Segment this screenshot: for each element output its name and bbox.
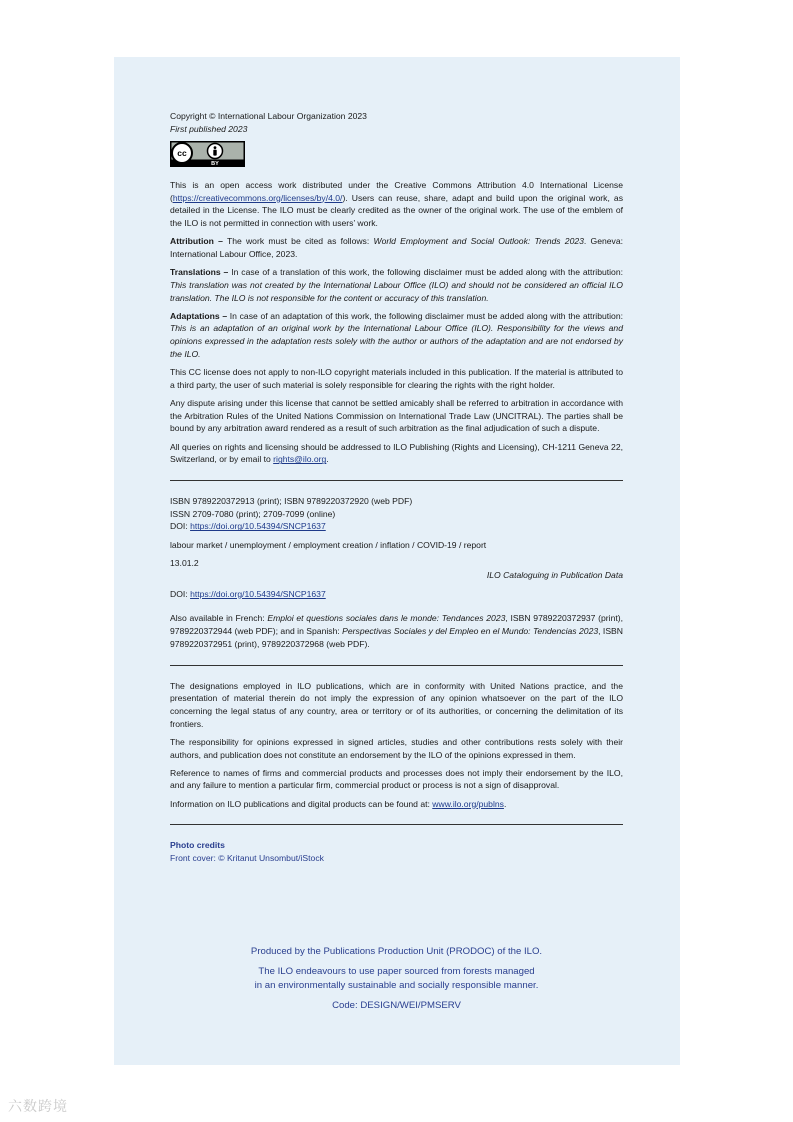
doi-label: DOI: [170, 521, 191, 532]
production-code: Code: DESIGN/WEI/PMSERV [332, 1000, 461, 1011]
cc-by-label: BY [211, 161, 219, 167]
dispute-paragraph: Any dispute arising under this license that cannot be settled amicably shall be referred to arbitration in accordance with the Arbitration Rules of the United Nations Commission on International Trade Law (UNCITRAL). The parties shall be bound by any arbitration award rendered as a result of such arbitration as the final adjudication of such a dispute. [170, 397, 623, 434]
spanish-title: Perspectivas Sociales y del Empleo en el Mundo: Tendencias 2023 [342, 626, 599, 637]
cc-icon [172, 143, 192, 163]
cataloguing-note: ILO Cataloguing in Publication Data [486, 570, 623, 581]
photo-credits-title: Photo credits [170, 840, 225, 851]
copyright-content [170, 110, 623, 865]
svg-text:cc: cc [177, 147, 187, 158]
license-link[interactable]: https://creativecommons.org/licenses/by/4.0/ [172, 192, 343, 203]
queries-tail: . [326, 454, 329, 465]
copyright-line: Copyright © International Labour Organization 2023 [170, 111, 367, 121]
queries-text: All queries on rights and licensing should be addressed to ILO Publishing (Rights and Licensing), CH-1211 Geneva 22, Switzerland, or by email to [170, 441, 623, 465]
person-icon [208, 143, 223, 158]
license-text-2: ). Users can reuse, share, adapt and build upon the original work, as detailed in the License. The ILO must be clearly credited as the owner of the original work. The use of the emblem of the ILO is not permitted in connection with users’ work. [170, 192, 623, 229]
issn-line: ISSN 2709-7080 (print); 2709-7099 (online) [170, 508, 336, 519]
third-party-paragraph: This CC license does not apply to non-ILO copyright materials included in this publication. If the material is attributed to a third party, the user of such material is solely responsible for clearing the rights with the right holder. [170, 367, 623, 390]
divider-2 [170, 665, 623, 666]
french-title: Emploi et questions sociales dans le monde: Tendances 2023 [267, 613, 506, 624]
doi-link-2[interactable]: https://doi.org/10.54394/SNCP1637 [190, 588, 326, 599]
reference-paragraph: Reference to names of firms and commercial products and processes does not imply their endorsement by the ILO, and any failure to mention a particular firm, commercial product or process is not a sign of disapproval. [170, 767, 623, 791]
info-tail: . [503, 798, 507, 809]
paper-note [170, 965, 623, 993]
divider [170, 480, 623, 481]
catalogue-code: 13.01.2 [170, 557, 199, 568]
attribution-label: Attribution – [170, 236, 223, 247]
photo-credits-line: Front cover: © Kritanut Unsombut/iStock [170, 853, 324, 864]
license-text: This is an open access work distributed under the Creative Commons Attribution 4.0 International License ( [170, 179, 623, 203]
doi-line [170, 520, 623, 533]
also-available-text-2: , ISBN 9789220372937 (print), 9789220372944 (web PDF); and in Spanish: [170, 613, 623, 637]
keywords-line: labour market / unemployment / employment creation / inflation / COVID-19 / report [170, 539, 487, 550]
adaptations-disclaimer: This is an adaptation of an original work by the International Labour Office (ILO). Responsibility for the views and opinions expressed in the adaptation rests solely with the author or authors of the adaptation and are not endorsed by the ILO. [170, 323, 623, 359]
also-available-text-3: , ISBN 9789220372951 (print), 9789220372968 (web PDF). [170, 626, 623, 649]
watermark: 六数跨境 [8, 1098, 68, 1114]
attribution-tail: . Geneva: International Labour Office, 2023. [170, 236, 624, 259]
queries-paragraph [170, 441, 623, 466]
also-available-paragraph [170, 612, 623, 650]
rights-email-link[interactable]: rights@ilo.org [273, 454, 327, 465]
translations-paragraph [170, 266, 623, 304]
photo-credits [170, 839, 623, 864]
cc-by-badge [170, 141, 245, 167]
first-published-text: First published 2023 [170, 123, 248, 134]
attribution-title: World Employment and Social Outlook: Trends 2023 [373, 236, 584, 247]
paper-note-line-2: in an environmentally sustainable and socially responsible manner. [254, 980, 539, 991]
ilo-publns-link[interactable]: www.ilo.org/publns [432, 798, 504, 809]
production-note [170, 945, 623, 1019]
translations-text: In case of a translation of this work, the following disclaimer must be added along with the attribution: [228, 267, 623, 278]
designations-paragraph: The designations employed in ILO publications, which are in conformity with United Nations practice, and the presentation of material therein do not imply the expression of any opinion whatsoever on the part of the ILO concerning the legal status of any country, area or territory or of its authorities, or concerning the delimitation of its frontiers. [170, 680, 623, 729]
translations-disclaimer: This translation was not created by the International Labour Office (ILO) and should not be considered an official ILO translation. The ILO is not responsible for the content or accuracy of this translation. [170, 279, 623, 303]
adaptations-text: In case of an adaptation of this work, the following disclaimer must be added along with the attribution: [227, 310, 623, 321]
info-paragraph [170, 798, 623, 811]
isbn-line: ISBN 9789220372913 (print); ISBN 9789220372920 (web PDF) [170, 495, 413, 506]
doi-link[interactable]: https://doi.org/10.54394/SNCP1637 [190, 521, 326, 532]
info-text: Information on ILO publications and digital products can be found at: [170, 798, 433, 809]
production-line: Produced by the Publications Production Unit (PRODOC) of the ILO. [250, 946, 543, 957]
adaptations-label: Adaptations – [170, 310, 228, 321]
attribution-text: The work must be cited as follows: [222, 236, 374, 247]
divider-3 [170, 824, 623, 825]
paper-note-line-1: The ILO endeavours to use paper sourced from forests managed [258, 966, 535, 977]
responsibility-paragraph: The responsibility for opinions expressed in signed articles, studies and other contributions rests solely with their authors, and publication does not constitute an endorsement by the ILO of the opinions expressed in them. [170, 736, 623, 760]
first-published [170, 123, 623, 136]
attribution-paragraph [170, 235, 623, 260]
also-available-text: Also available in French: [170, 613, 268, 624]
doi-line-2 [170, 588, 623, 601]
translations-label: Translations – [170, 267, 229, 278]
license-paragraph [170, 179, 623, 230]
doi-label-2: DOI: [170, 588, 191, 599]
adaptations-paragraph [170, 310, 623, 361]
